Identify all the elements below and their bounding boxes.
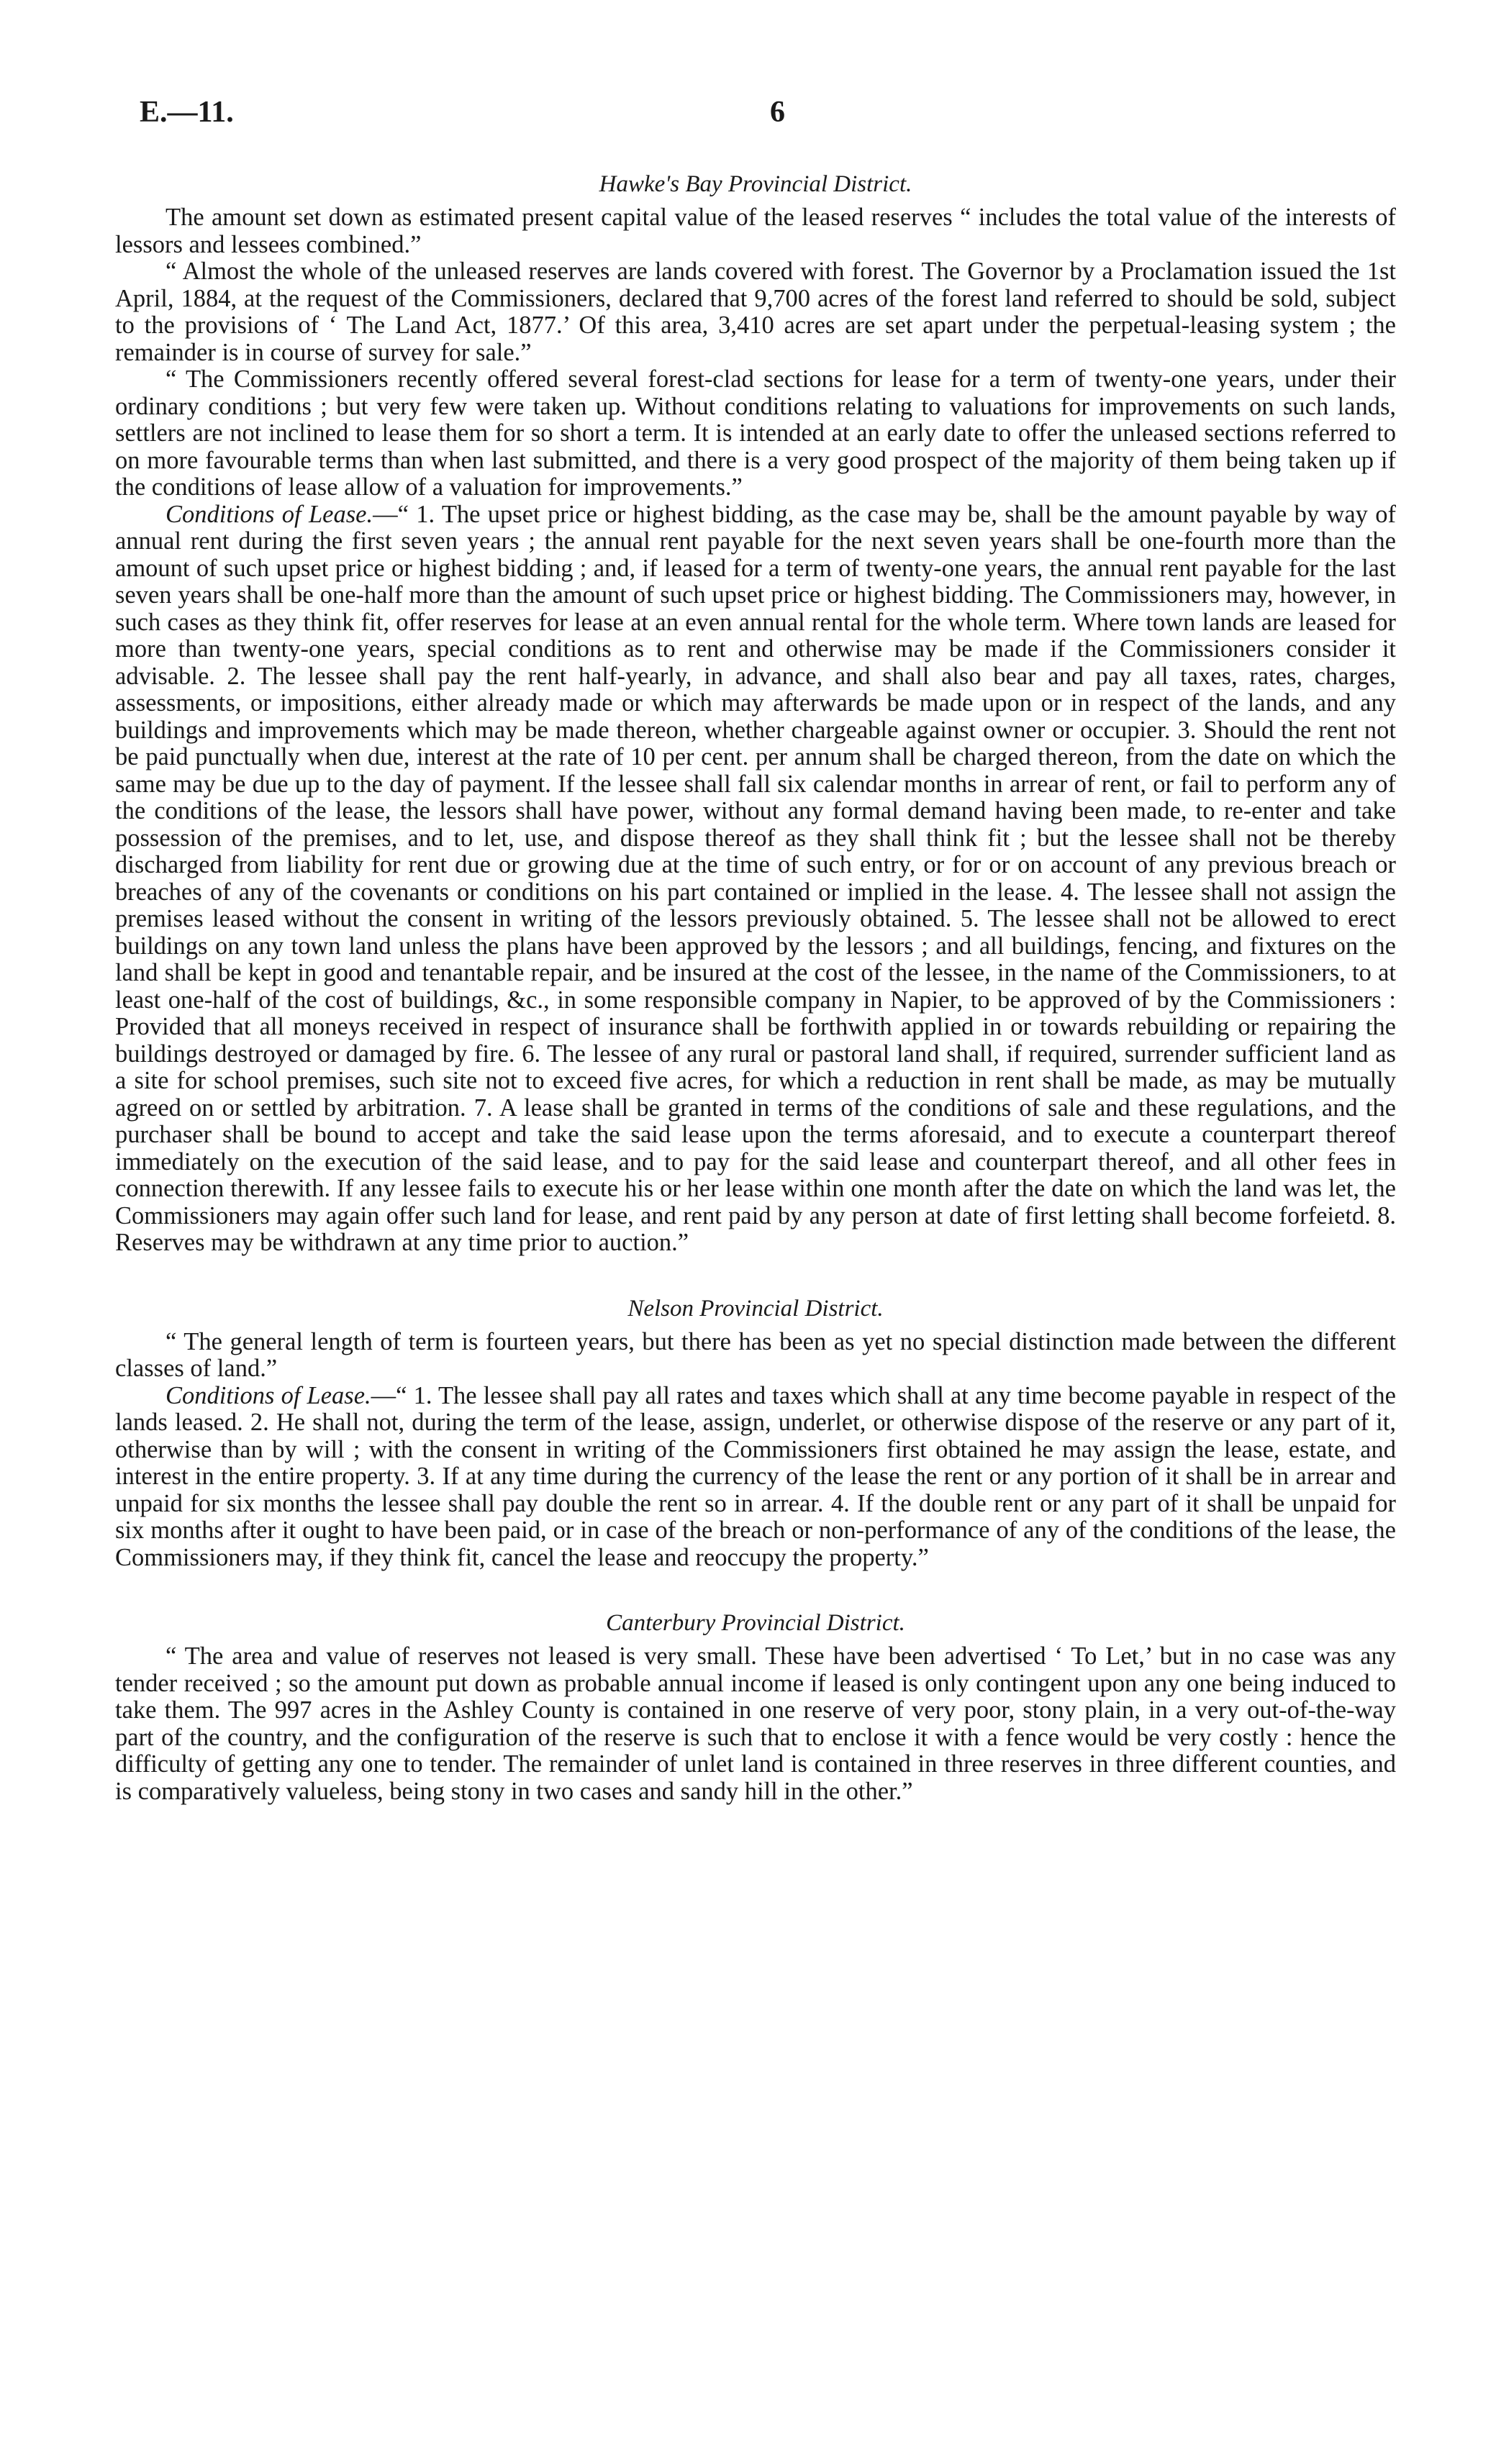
conditions-label: Conditions of Lease.: [166, 1381, 371, 1409]
section-heading: Nelson Provincial District.: [627, 1295, 884, 1322]
paragraph: “ Almost the whole of the unleased reserves are lands covered with forest. The Governor by a Proclamation issued the 1st April, 1884, at the request of the Commissioners, declared that 9,700 acres of the forest land referred to should be sold, subject to the provisions of ‘ The Land Act, 1877.’ Of this area, 3,410 acres are set apart under the perpetual-leasing system ; the remainder is in course of survey for sale.”: [115, 258, 1396, 366]
paragraph: “ The general length of term is fourteen years, but there has been as yet no special distinction made between the different classes of land.”: [115, 1327, 1396, 1382]
paragraph: [115, 501, 1396, 1257]
running-head: [115, 86, 1396, 144]
document-page: [115, 86, 1396, 2388]
section-canterbury: [115, 1609, 1396, 1805]
document-reference: E.—11.: [140, 96, 234, 129]
paragraph: “ The Commissioners recently offered several forest-clad sections for lease for a term of twenty-one years, under their ordinary conditions ; but very few were taken up. Without conditions relating to valuations for improvements on such lands, settlers are not inclined to lease them for so short a term. It is intended at an early date to offer the unleased sections referred to on more favourable terms than when last submitted, and there is a very good prospect of the majority of them being taken up if the conditions of lease allow of a valuation for improvements.”: [115, 365, 1396, 501]
paragraph: [115, 1383, 1396, 1572]
conditions-text: —“ 1. The lessee shall pay all rates and taxes which shall at any time become payable in respect of the lands leased. 2. He shall not, during the term of the lease, assign, underlet, or otherwise dispose of the reserve or any part of it, otherwise than by will ; with the consent in writing of the Commissioners first obtained he may assign the lease, estate, and interest in the entire property. 3. If at any time during the currency of the lease the rent or any portion of it shall be in arrear and unpaid for six months the lessee shall pay double the rent so in arrear. 4. If the double rent or any part of it shall be unpaid for six months after it ought to have been paid, or in case of the breach or non-performance of any of the conditions of the lease, the Commissioners may, if they think fit, cancel the lease and reoccupy the property.”: [115, 1381, 1396, 1571]
section-nelson: [115, 1294, 1396, 1572]
section-hawkes-bay: [115, 170, 1396, 1257]
conditions-text: —“ 1. The upset price or highest bidding, as the case may be, shall be the amount payable by way of annual rent during the first seven years ; the annual rent payable for the next seven years shall be one-fourth more than the amount of such upset price or highest bidding ; and, if leased for a term of twenty-one years, the annual rent payable for the last seven years shall be one-half more than the amount of such upset price or highest bidding. The Commissioners may, however, in such cases as they think fit, offer reserves for lease at an even annual rental for the whole term. Where town lands are leased for more than twenty-one years, special conditions as to rent and otherwise may be made if the Commissioners consider it advisable. 2. The lessee shall pay the rent half-yearly, in advance, and shall also bear and pay all taxes, rates, charges, assessments, or impositions, either already made or which may afterwards be made upon or in respect of the lands, and any buildings and improvements which may be made thereon, whether chargeable against owner or occupier. 3. Should the rent not be paid punctually when due, interest at the rate of 10 per cent. per annum shall be charged thereon, from the date on which the same may be due up to the day of payment. If the lessee shall fall six calendar months in arrear of rent, or fail to perform any of the conditions of the lease, the lessors shall have power, without any formal demand having been made, to re-enter and take possession of the premises, and to let, use, and dispose thereof as they shall think fit ; but the lessee shall not be thereby discharged from liability for rent due or growing due at the time of such entry, or for or on account of any previous breach or breaches of any of the covenants or conditions on his part contained or implied in the lease. 4. The lessee shall not assign the premises leased without the consent in writing of the lessors previously obtained. 5. The lessee shall not be allowed to erect buildings on any town land unless the plans have been approved by the lessors ; and all buildings, fencing, and fixtures on the land shall be kept in good and tenantable repair, and be insured at the cost of the lessee, in the name of the Commissioners, to at least one-half of the cost of buildings, &c., in some responsible company in Napier, to be approved of by the Commissioners : Provided that all moneys received in respect of insurance shall be forthwith applied in or towards rebuilding or repairing the buildings destroyed or damaged by fire. 6. The lessee of any rural or pastoral land shall, if required, surrender sufficient land as a site for school premises, such site not to exceed five acres, for which a reduction in rent shall be made, as may be mutually agreed on or settled by arbitration. 7. A lease shall be granted in terms of the conditions of sale and these regulations, and the purchaser shall be bound to accept and take the said lease upon the terms aforesaid, and to execute a counterpart thereof immediately on the execution of the said lease, and to pay for the said lease and counterpart thereof, and all other fees in connection therewith. If any lessee fails to execute his or her lease within one month after the date on which the land was let, the Commissioners may again offer such land for lease, and rent paid by any person at date of first letting shall become forfeietd. 8. Reserves may be withdrawn at any time prior to auction.”: [115, 500, 1396, 1256]
section-heading: Hawke's Bay Provincial District.: [599, 171, 912, 197]
section-heading: Canterbury Provincial District.: [606, 1610, 905, 1636]
paragraph: “ The area and value of reserves not leased is very small. These have been advertised ‘ To Let,’ but in no case was any tender received ; so the amount put down as probable annual income if leased is only contingent upon any one being induced to take them. The 997 acres in the Ashley County is contained in one reserve of very poor, stony plain, in a very out-of-the-way part of the country, and the configuration of the reserve is such that to enclose it with a fence would be very costly : hence the difficulty of getting any one to tender. The remainder of unlet land is contained in three reserves in three different counties, and is comparatively valueless, being stony in two cases and sandy hill in the other.”: [115, 1642, 1396, 1805]
page-number: 6: [770, 96, 785, 129]
conditions-label: Conditions of Lease.: [166, 500, 373, 528]
paragraph: The amount set down as estimated present capital value of the leased reserves “ includes the total value of the interests of lessors and lessees combined.”: [115, 204, 1396, 258]
